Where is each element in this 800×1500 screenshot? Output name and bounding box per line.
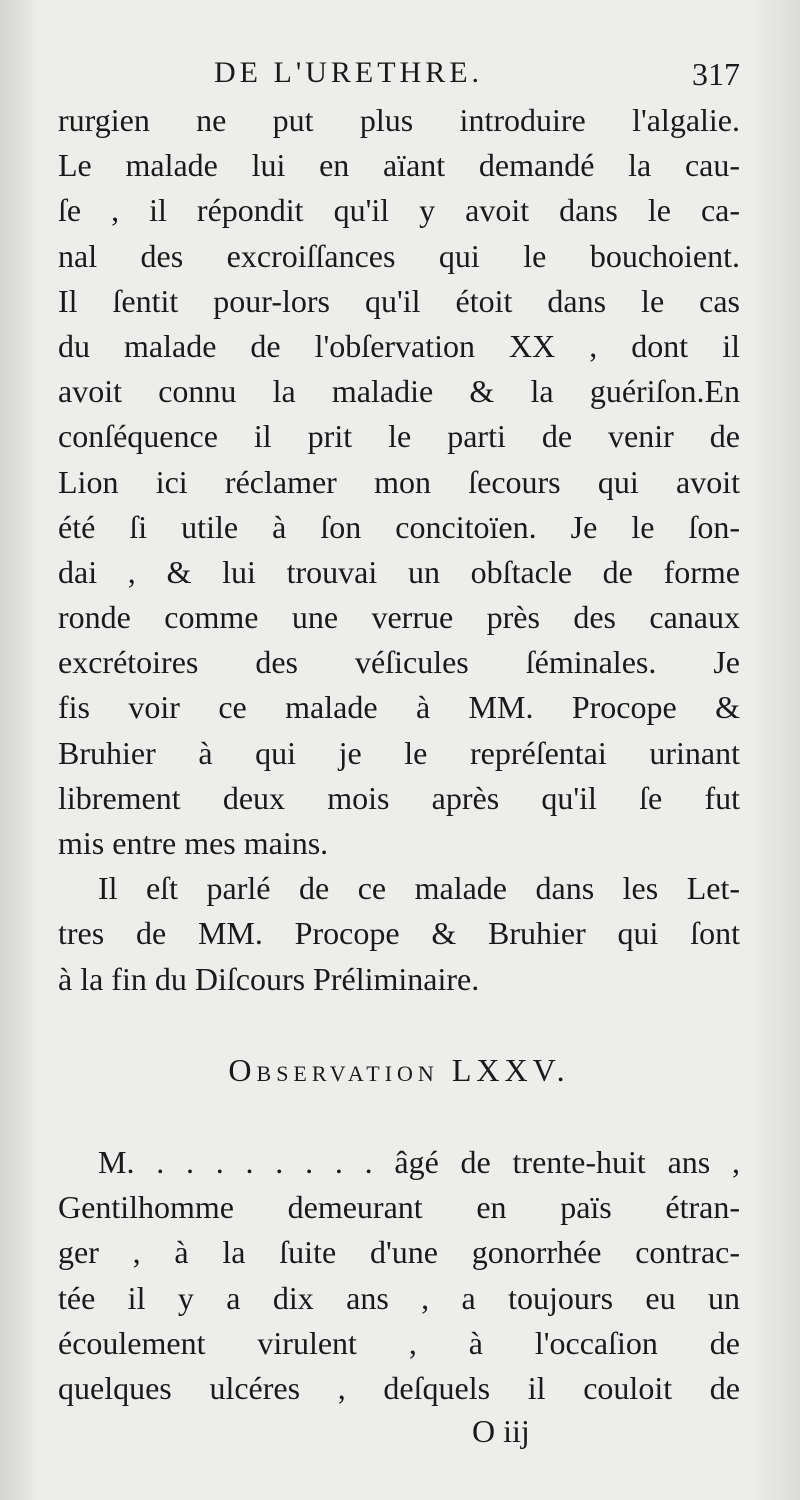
signature-mark: O iij xyxy=(472,1413,530,1449)
text-line: nal des excroiſſances qui le bouchoient. xyxy=(58,237,740,274)
paragraph-continued xyxy=(58,98,740,1002)
text-line: fis voir ce malade à MM. Procope & xyxy=(58,689,740,726)
text-line: Bruhier à qui je le repréſentai urinant xyxy=(58,734,740,771)
running-head xyxy=(200,56,740,96)
text-line: du malade de l'obſervation XX , dont il xyxy=(58,327,740,364)
text-line: à la fin du Diſcours Préliminaire. xyxy=(58,960,480,997)
text-line: Le malade lui en aïant demandé la cau- xyxy=(58,147,740,184)
text-line: M. . . . . . . . . âgé de trente-huit ans , xyxy=(98,1144,740,1180)
page-shadow-right xyxy=(750,0,800,1500)
text-line: librement deux mois après qu'il ſe fut xyxy=(58,779,740,816)
page-number: 317 xyxy=(692,56,740,92)
observation-heading: Observation LXXV. xyxy=(228,1052,570,1088)
text-line: conſéquence il prit le parti de venir de xyxy=(58,418,740,455)
text-line: dai , & lui trouvai un obſtacle de forme xyxy=(58,553,740,590)
text-line: ſe , il répondit qu'il y avoit dans le ca- xyxy=(58,192,740,229)
text-line: Lion ici réclamer mon ſecours qui avoit xyxy=(58,463,740,500)
text-line: Il ſentit pour-lors qu'il étoit dans le cas xyxy=(58,282,740,319)
text-line: tée il y a dix ans , a toujours eu un xyxy=(58,1279,740,1316)
running-head-title: DE L'URETHRE. xyxy=(214,56,484,89)
text-line: excrétoires des véſicules ſéminales. Je xyxy=(58,644,740,681)
text-line: mis entre mes mains. xyxy=(58,825,329,861)
text-line: Il eſt parlé de ce malade dans les Let- xyxy=(98,870,740,907)
observation-paragraph xyxy=(58,1140,740,1411)
text-line: quelques ulcéres , deſquels il couloit de xyxy=(58,1369,740,1406)
text-line: Gentilhomme demeurant en païs étran- xyxy=(58,1189,740,1226)
text-line: ger , à la ſuite d'une gonorrhée contrac- xyxy=(58,1234,740,1271)
text-line: avoit connu la maladie & la guériſon.En xyxy=(58,373,740,410)
text-line: ronde comme une verrue près des canaux xyxy=(58,599,740,636)
text-line: écoulement virulent , à l'occaſion de xyxy=(58,1324,740,1361)
text-line: été ſi utile à ſon concitoïen. Je le ſon- xyxy=(58,508,740,545)
page-shadow-left xyxy=(0,0,40,1500)
text-line: tres de MM. Procope & Bruhier qui ſont xyxy=(58,915,740,952)
text-line: rurgien ne put plus introduire l'algalie. xyxy=(58,102,740,138)
